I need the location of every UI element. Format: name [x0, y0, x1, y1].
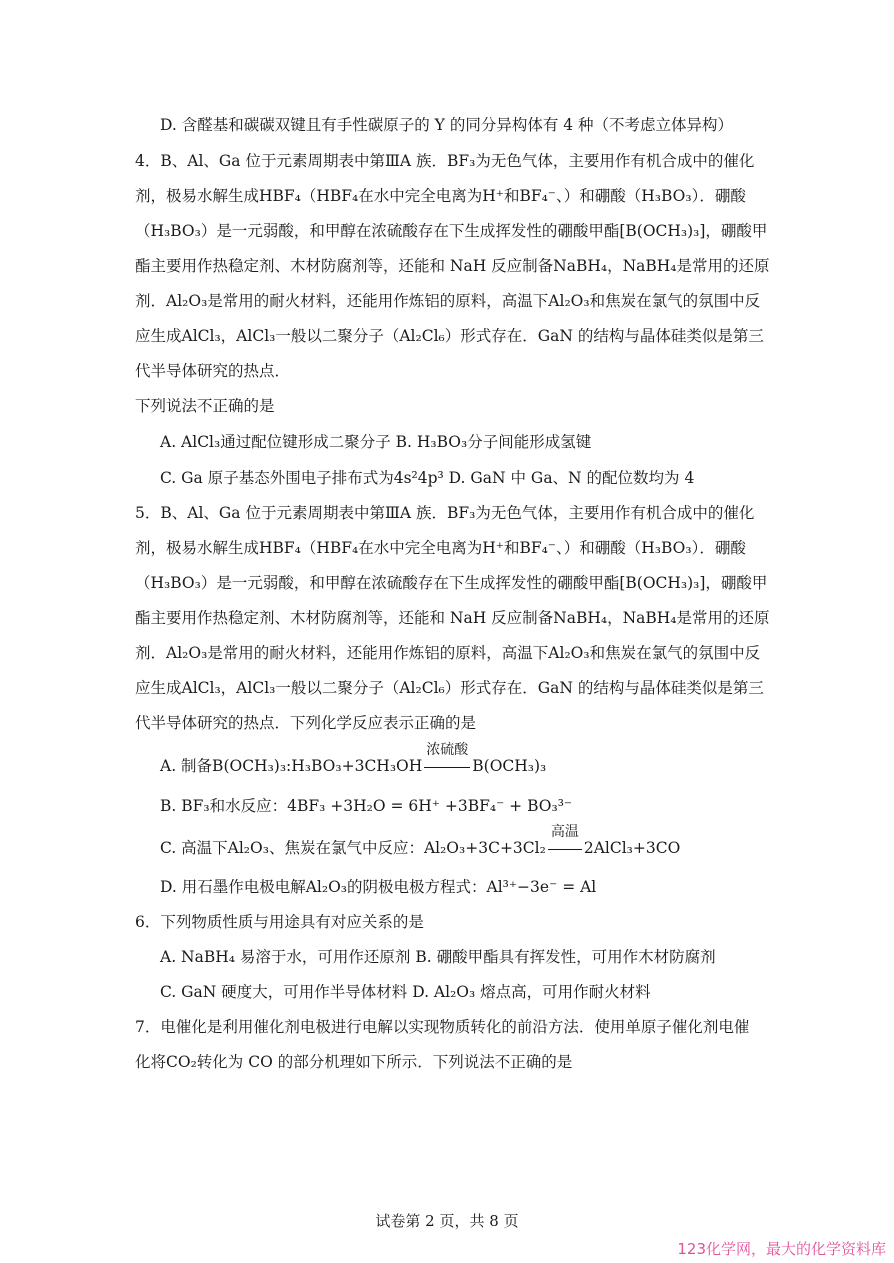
text-line: （H₃BO₃）是一元弱酸，和甲醇在浓硫酸存在下生成挥发性的硼酸甲酯[B(OCH₃)₃]，硼酸甲 [135, 222, 768, 240]
text-line: 代半导体研究的热点． [135, 362, 291, 380]
text-line: 化将CO₂转化为 CO 的部分机理如下所示．下列说法不正确的是 [135, 1053, 573, 1071]
equation-left: C. 高温下Al₂O₃、焦炭在氯气中反应：Al₂O₃+3C+3Cl₂ [160, 839, 546, 857]
text-line: 剂，极易水解生成HBF₄（HBF₄在水中完全电离为H⁺和BF₄⁻、）和硼酸（H₃BO₃）．硼酸 [135, 187, 746, 205]
text-line: （H₃BO₃）是一元弱酸，和甲醇在浓硫酸存在下生成挥发性的硼酸甲酯[B(OCH₃)₃]，硼酸甲 [135, 574, 768, 592]
text-line: 剂．Al₂O₃是常用的耐火材料，还能用作炼铝的原料，高温下Al₂O₃和焦炭在氯气的氛围中反 [135, 292, 761, 310]
equation-right: 2AlCl₃+3CO [583, 839, 681, 857]
text-line: 应生成AlCl₃，AlCl₃一般以二聚分子（Al₂Cl₆）形式存在．GaN 的结构与晶体硅类似是第三 [135, 327, 764, 345]
option-line: A. AlCl₃通过配位键形成二聚分子 B. H₃BO₃分子间能形成氢键 [160, 433, 592, 451]
page-footer: 试卷第 2 页，共 8 页 [375, 1212, 519, 1230]
text-line: 酯主要用作热稳定剂、木材防腐剂等，还能和 NaH 反应制备NaBH₄，NaBH₄是常用的还原 [135, 257, 770, 275]
watermark-text: 123化学网，最大的化学资料库 [677, 1240, 886, 1258]
question-6-stem: 6．下列物质性质与用途具有对应关系的是 [135, 913, 424, 931]
option-line: C. Ga 原子基态外围电子排布式为4s²4p³ D. GaN 中 Ga、N 的配位数均为 4 [160, 469, 695, 487]
question-7-stem: 7．电催化是利用催化剂电极进行电解以实现物质转化的前沿方法．使用单原子催化剂电催 [135, 1018, 750, 1036]
text-line: 酯主要用作热稳定剂、木材防腐剂等，还能和 NaH 反应制备NaBH₄，NaBH₄是常用的还原 [135, 609, 770, 627]
option-c-equation [160, 824, 681, 859]
option-line: D. 含醛基和碳碳双键且有手性碳原子的 Y 的同分异构体有 4 种（不考虑立体异构） [160, 116, 734, 134]
question-5-stem: 5．B、Al、Ga 位于元素周期表中第ⅢA 族．BF₃为无色气体，主要用作有机合成中的催化 [135, 504, 755, 522]
text-line: 剂．Al₂O₃是常用的耐火材料，还能用作炼铝的原料，高温下Al₂O₃和焦炭在氯气的氛围中反 [135, 644, 761, 662]
reaction-condition: 高温 [550, 824, 579, 840]
text-line: 代半导体研究的热点．下列化学反应表示正确的是 [135, 714, 477, 732]
reaction-condition: 浓硫酸 [426, 742, 469, 758]
option-line: C. GaN 硬度大，可用作半导体材料 D. Al₂O₃ 熔点高，可用作耐火材料 [160, 983, 651, 1001]
option-a-equation [160, 742, 547, 777]
reaction-arrow [546, 824, 584, 859]
reaction-arrow [422, 742, 472, 777]
question-prompt: 下列说法不正确的是 [135, 397, 275, 415]
equation-left: A. 制备B(OCH₃)₃:H₃BO₃+3CH₃OH [160, 757, 423, 775]
option-b-equation: B. BF₃和水反应：4BF₃ +3H₂O = 6H⁺ +3BF₄⁻ + BO₃³⁻ [160, 797, 573, 815]
option-line: A. NaBH₄ 易溶于水，可用作还原剂 B. 硼酸甲酯具有挥发性，可用作木材防腐剂 [160, 948, 716, 966]
text-line: 应生成AlCl₃，AlCl₃一般以二聚分子（Al₂Cl₆）形式存在．GaN 的结构与晶体硅类似是第三 [135, 679, 764, 697]
question-4-stem: 4．B、Al、Ga 位于元素周期表中第ⅢA 族．BF₃为无色气体，主要用作有机合成中的催化 [135, 152, 755, 170]
equation-right: B(OCH₃)₃ [472, 757, 547, 775]
text-line: 剂，极易水解生成HBF₄（HBF₄在水中完全电离为H⁺和BF₄⁻、）和硼酸（H₃BO₃）．硼酸 [135, 539, 746, 557]
option-d-equation: D. 用石墨作电极电解Al₂O₃的阴极电极方程式：Al³⁺−3e⁻ = Al [160, 878, 597, 896]
